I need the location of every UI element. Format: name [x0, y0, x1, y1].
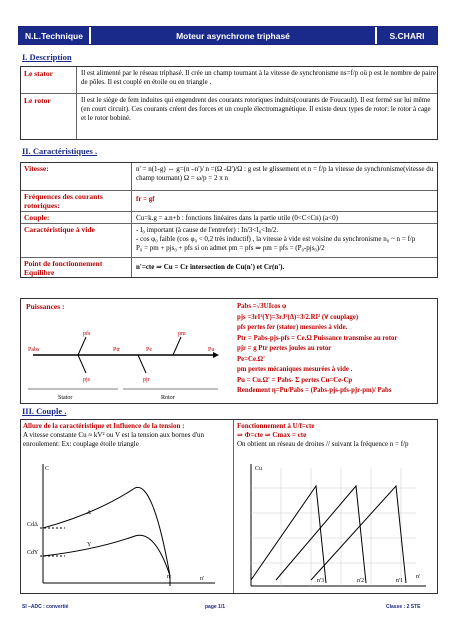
flow-rotor: Rotor: [161, 395, 175, 401]
header-author: S.CHARI: [377, 27, 437, 44]
footer-left: SI –ADC : convertié: [22, 604, 69, 610]
characteristics-table: [20, 162, 438, 278]
flow-pfs: pfs: [83, 331, 91, 337]
section-1-title: I. Description: [22, 52, 72, 62]
rotor-text: Il est le siège de fem induites qui engendrent des courants rotoriques induits(courants de Foucault). Il est fermé sur lui même (en court circuit). Ces courants créent des forces et un couple électromagnétique. Il existe deux types de rotor: le rotor à cage et le rotor bobiné.: [81, 96, 431, 122]
header-title: Moteur asynchrone triphasé: [91, 27, 377, 44]
couple-text: Cu=k.g = a.n+b : fonctions linéaires dans la partie utile (0<C<Cn) (a<0): [136, 214, 338, 222]
description-table: [20, 66, 438, 140]
flow-pu: Pu: [208, 347, 215, 353]
g1-cd-y: CdY: [27, 550, 39, 556]
puissances-label: Puissances :: [26, 302, 65, 311]
g1-y: Y: [87, 542, 92, 548]
rotor-label: Le rotor: [24, 96, 51, 105]
header-left: N.L.Technique: [19, 27, 91, 44]
g1-nprime: n': [200, 576, 205, 582]
couple-box: [20, 419, 438, 594]
freq-text: fr = gf: [136, 195, 155, 203]
power-formulas: [237, 302, 433, 397]
section-3-title: III. Couple .: [22, 406, 67, 416]
p-line-1: pjs =3rI²(Y)=3rJ²(Δ)=3/2.RI² (∀ couplage): [237, 313, 359, 321]
header-bar: [18, 26, 438, 45]
point-label: Point de fonctionnement Equilibre: [24, 259, 103, 277]
power-flow-diagram: [23, 311, 223, 401]
footer-page: page 1/1: [205, 604, 226, 610]
couple-right-l2: On obtient un réseau de droites // suivant la fréquence n = f/p: [237, 440, 409, 448]
point-text: n'=cte ⇒ Cu = Cr intersection de Cu(n') et Cr(n').: [136, 263, 285, 271]
p-line-7: Pu = Cu.Ω' = Pabs- Σ pertes Cu=Ce-Cp: [237, 376, 353, 384]
couple-divider: [233, 420, 234, 593]
pm-branch: [173, 337, 181, 355]
g2-n3: n'3: [317, 578, 325, 584]
g2-grid: [251, 468, 416, 586]
g2-n2: n'2: [357, 578, 365, 584]
vide-line-2: - cos φ₀ faible (cos φ₀ < 0,2 très inductif) , la vitesse à vide est voisine du synchronisme n₀ ~ n = f/p: [136, 235, 416, 243]
pfs-branch: [78, 337, 86, 355]
curve-n1: [311, 486, 406, 583]
g1-c: C: [45, 466, 50, 472]
section-2-title: II. Caractéristiques .: [22, 146, 98, 156]
couple-right: [237, 422, 433, 449]
vide-line-1: - I₀ important (à cause de l'entrefer) : In/3<I₀<In/2.: [136, 226, 279, 234]
vide-text: [133, 225, 439, 254]
freq-label: Fréquences des courants rotoriques:: [24, 192, 103, 210]
couple-right-l1: ⇒ Φ=cte ⇒ Cmax = cte: [237, 431, 307, 439]
flow-pm: pm: [178, 331, 186, 337]
vide-label: Caractéristique à vide: [24, 225, 95, 234]
pjs-branch: [78, 355, 86, 373]
power-box: [20, 298, 438, 404]
p-line-4: pjr = g Ptr pertes joules au rotor: [237, 345, 332, 352]
p-line-3: Ptr = Pabs-pjs-pfs = Ce.Ω Puissance transmise au rotor: [237, 334, 398, 342]
couple-right-title: Fonctionnement à U/f=cte: [237, 422, 315, 430]
flow-pe: Pe: [146, 347, 152, 353]
flow-pjs: pjs: [83, 377, 91, 383]
stator-label: Le stator: [24, 69, 53, 78]
vide-line-3: P₀ = pm + pjs₀ + pfs si on admet pm = pfs ⇒ pm = pfs = (P₀-pjs₀)/2: [136, 244, 325, 252]
p-line-0: Pabs =√3UIcos φ: [237, 303, 287, 310]
p-line-5: Pe=Ce.Ω': [237, 355, 265, 363]
g2-nprime: n': [416, 574, 421, 580]
vitesse-label: Vitesse:: [24, 164, 49, 173]
flow-pjr: pjr: [143, 377, 150, 383]
couple-label: Couple:: [24, 213, 50, 222]
row-divider: [21, 93, 437, 94]
g2-n1: n'1: [396, 578, 404, 584]
flow-stator: Stator: [58, 395, 73, 401]
g1-cd-delta: CdΔ: [27, 522, 38, 528]
g1-delta: Δ: [87, 510, 91, 516]
curve-delta: [43, 487, 170, 576]
p-line-8: Rendement η=Pu/Pabs = (Pabs-pjs-pfs-pjr-pm)/ Pabs: [237, 387, 392, 394]
curve-y: [43, 535, 170, 576]
footer-class: Classe : 2 STE: [386, 604, 421, 610]
g1-n: n: [167, 574, 170, 580]
vitesse-text: n' = n(1-g) ⇔ g=(n –n')/ n =(Ω -Ω')/Ω : g est le glissement et n = f/p la vitesse de synchronisme(vitesse du champ tournant) Ω = ω/p = 2 π n: [136, 165, 434, 182]
couple-left-title: Allure de la caractéristique et Influence de la tension :: [23, 422, 185, 430]
torque-voltage-graph: [25, 458, 225, 588]
couple-left: [23, 422, 229, 449]
uf-constant-graph: [241, 458, 433, 590]
flow-ptr: Ptr: [113, 347, 121, 353]
p-line-2: pfs pertes fer (stator) mesurées à vide.: [237, 324, 348, 331]
pjr-branch: [138, 355, 146, 373]
g2-cu: Cu: [255, 466, 263, 472]
couple-left-text: A vitesse constante Cu ≈ kV² ou V est la tension aux bornes d'un enroulement: Ex: couplage étoile triangle: [23, 431, 204, 448]
flow-pabs: Pabs: [28, 347, 40, 353]
p-line-6: pm pertes mécaniques mesurées à vide .: [237, 366, 353, 373]
stator-text: Il est alimenté par le réseau triphasé. Il crée un champ tournant à la vitesse de synchronisme ns=f/p où p est le nombre de paire de pôles. Il est couplé en étoile ou en triangle .: [81, 69, 436, 86]
